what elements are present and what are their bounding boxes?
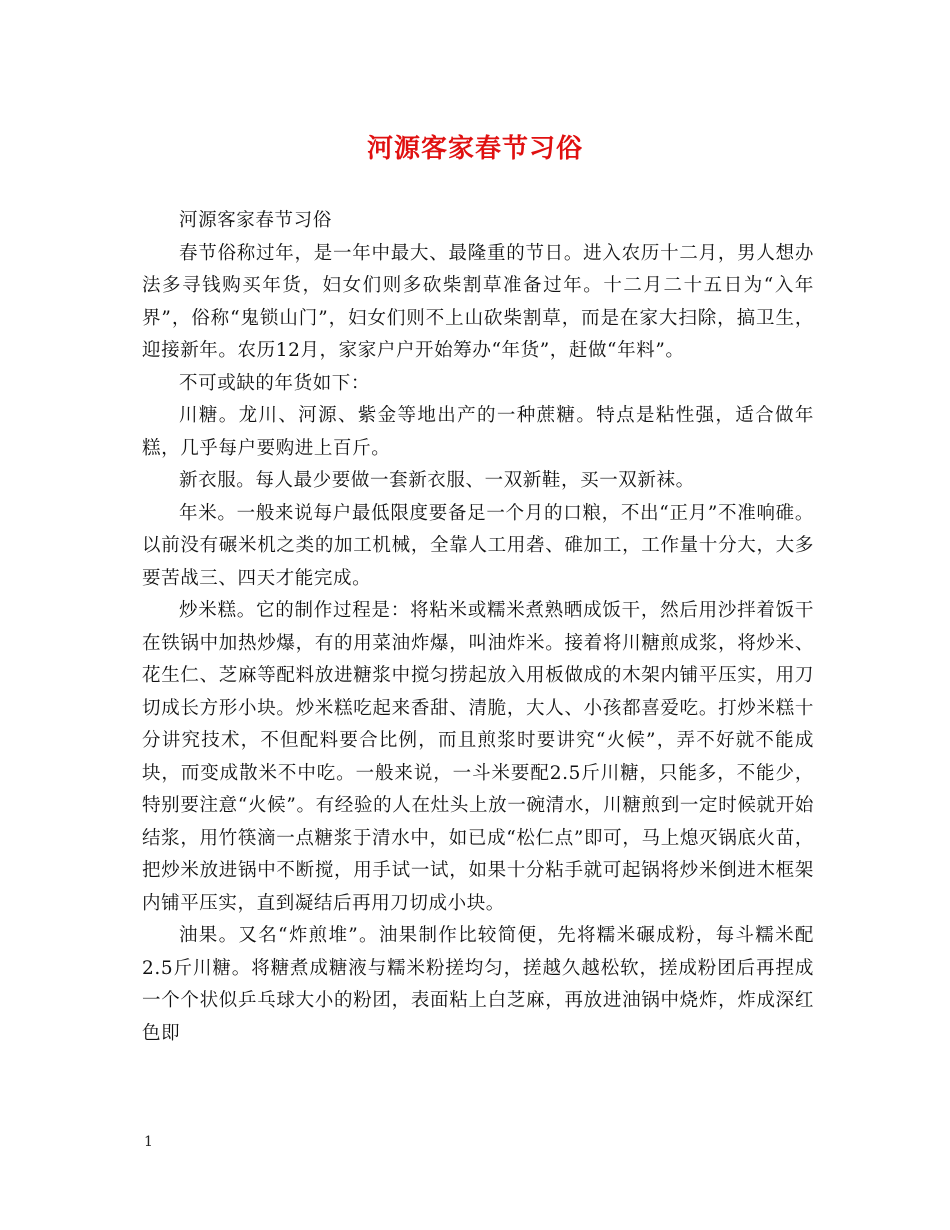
page-number: 1 (144, 1134, 153, 1150)
paragraph-fried-rice-cake: 炒米糕。它的制作过程是：将粘米或糯米煮熟晒成饭干，然后用沙拌着饭干在铁锅中加热炒爆，有的用菜油炸爆，叫油炸米。接着将川糖煎成浆，将炒米、花生仁、芝麻等配料放进糖浆中搅匀捞起放入用板做成的木架内铺平压实，用刀切成长方形小块。炒米糕吃起来香甜、清脆，大人、小孩都喜爱吃。打炒米糕十分讲究技术，不但配料要合比例，而且煎浆时要讲究“火候”，弄不好就不能成块，而变成散米不中吃。一般来说，一斗米要配2.5斤川糖，只能多，不能少，特别要注意“火候”。有经验的人在灶头上放一碗清水，川糖煎到一定时候就开始结浆，用竹筷滴一点糖浆于清水中，如已成“松仁点”即可，马上熄灭锅底火苗，把炒米放进锅中不断搅，用手试一试，如果十分粘手就可起锅将炒米倒进木框架内铺平压实，直到凝结后再用刀切成小块。 (142, 600, 814, 914)
document-body (142, 205, 814, 1050)
paragraph-heading: 河源客家春节习俗 (179, 210, 332, 231)
document-title: 河源客家春节习俗 (366, 134, 583, 164)
paragraph-spring-festival-intro: 春节俗称过年，是一年中最大、最隆重的节日。进入农历十二月，男人想办法多寻钱购买年货，妇女们则多砍柴割草准备过年。十二月二十五日为“入年界”，俗称“鬼锁山门”，妇女们则不上山砍柴割草，而是在家大扫除，搞卫生，迎接新年。农历12月，家家户户开始筹办“年货”，赶做“年料”。 (142, 242, 814, 361)
paragraph-new-year-rice: 年米。一般来说每户最低限度要备足一个月的口粮，不出“正月”不准响碓。以前没有碾米机之类的加工机械，全靠人工用砻、碓加工，工作量十分大，大多要苦战三、四天才能完成。 (142, 502, 814, 589)
paragraph-chuan-sugar: 川糖。龙川、河源、紫金等地出产的一种蔗糖。特点是粘性强，适合做年糕，几乎每户要购进上百斤。 (142, 405, 814, 459)
paragraph-oil-fruit: 油果。又名“炸煎堆”。油果制作比较简便，先将糯米碾成粉，每斗糯米配2.5斤川糖。将糖煮成糖液与糯米粉搓均匀，搓越久越松软，搓成粉团后再捏成一个个状似乒乓球大小的粉团，表面粘上白芝麻，再放进油锅中烧炸，炸成深红色即 (142, 925, 814, 1044)
paragraph-goods-list-intro: 不可或缺的年货如下： (179, 372, 371, 394)
paragraph-new-clothes: 新衣服。每人最少要做一套新衣服、一双新鞋，买一双新袜。 (179, 470, 695, 491)
